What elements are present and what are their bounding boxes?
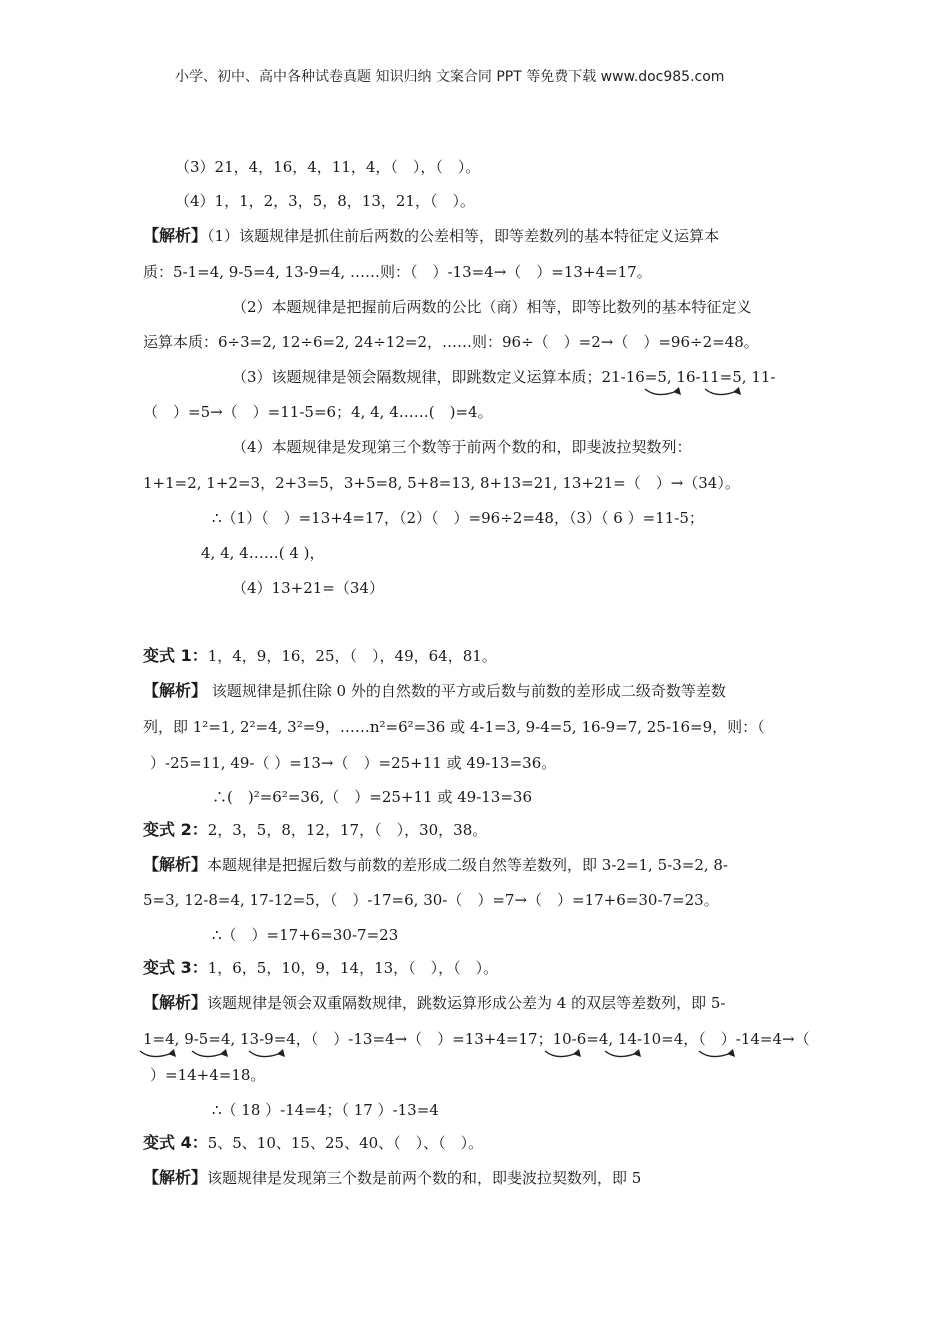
variant-1-analysis-line-2: 列，即 1²=1, 2²=4, 3²=9，……n²=6²=36 或 4-1=3, 9-4=5, 16-9=7, 25-16=9，则：（ [143, 718, 765, 736]
question-3-line: （3）21，4，16，4，11，4，（ ），（ ）。 [175, 158, 481, 176]
summary-line-2: 4, 4, 4……( 4 )， [201, 544, 325, 562]
analysis-label: 【解析】 [143, 1168, 208, 1187]
analysis-3-line-1: （3）该题规律是领会隔数规律，即跳数定义运算本质；21-16=5, 16-11=5, 11- [232, 368, 776, 386]
jump-arrow [643, 385, 683, 401]
variant-4-question: 变式 4：5、5、10、15、25、40、（ ）、（ ）。 [143, 1133, 484, 1152]
variant-2-analysis-line-1: 【解析】本题规律是把握后数与前数的差形成二级自然等差数列，即 3-2=1, 5-3=2, 8- [143, 855, 729, 874]
variant-1-analysis-line-3: ）-25=11, 49-（ ）=13→（ ）=25+11 或 49-13=36。 [150, 754, 557, 772]
analysis-label: 【解析】 [143, 681, 208, 700]
variant-label: 变式 3： [143, 958, 208, 977]
summary-line-1: ∴（1）（ ）=13+4=17，（2）（ ）=96÷2=48，（3）（ 6 ）=11-5； [212, 509, 704, 527]
analysis-label: 【解析】 [143, 993, 208, 1012]
variant-3-question: 变式 3：1，6，5，10，9，14，13，（ ），（ ）。 [143, 958, 499, 977]
variant-3-summary: ∴（ 18 ）-14=4；（ 17 ）-13=4 [212, 1101, 439, 1119]
analysis-4-line-2: 1+1=2, 1+2=3，2+3=5，3+5=8, 5+8=13, 8+13=21, 13+21=（ ）→（34）。 [143, 474, 740, 492]
jump-arrow [247, 1047, 287, 1063]
analysis-2-line-2: 运算本质：6÷3=2, 12÷6=2, 24÷12=2，……则：96÷（ ）=2→（ ）=96÷2=48。 [143, 333, 759, 351]
analysis-1-line-2: 质：5-1=4, 9-5=4, 13-9=4, ……则：（ ）-13=4→（ ）=13+4=17。 [143, 263, 652, 281]
analysis-1-line-1: 【解析】（1）该题规律是抓住前后两数的公差相等，即等差数列的基本特征定义运算本 [143, 226, 720, 245]
summary-line-3: （4）13+21=（34） [232, 579, 384, 597]
variant-1-question: 变式 1：1，4，9，16，25，（ ），49，64，81。 [143, 646, 497, 665]
variant-1-analysis-line-1: 【解析】 该题规律是抓住除 0 外的自然数的平方或后数与前数的差形成二级奇数等差数 [143, 681, 726, 700]
question-4-line: （4）1，1，2，3，5，8，13，21，（ ）。 [175, 192, 475, 210]
variant-3-analysis-line-1: 【解析】该题规律是领会双重隔数规律，跳数运算形成公差为 4 的双层等差数列，即 5- [143, 993, 726, 1012]
variant-1-summary: ∴( )²=6²=36,（ ）=25+11 或 49-13=36 [212, 788, 533, 806]
variant-label: 变式 4： [143, 1133, 208, 1152]
jump-arrow [190, 1047, 230, 1063]
analysis-4-line-1: （4）本题规律是发现第三个数等于前两个数的和，即斐波拉契数列： [232, 438, 692, 456]
variant-2-analysis-line-2: 5=3, 12-8=4, 17-12=5，（ ）-17=6, 30-（ ）=7→（ ）=17+6=30-7=23。 [143, 891, 719, 909]
variant-4-analysis-line-1: 【解析】该题规律是发现第三个数是前两个数的和，即斐波拉契数列，即 5 [143, 1168, 642, 1187]
jump-arrow [697, 1047, 737, 1063]
page-header: 小学、初中、高中各种试卷真题 知识归纳 文案合同 PPT 等免费下载 www.doc985.com [175, 69, 725, 85]
analysis-label: 【解析】 [143, 226, 208, 245]
variant-3-analysis-line-2: 1=4, 9-5=4, 13-9=4，（ ）-13=4→（ ）=13+4=17；10-6=4, 14-10=4，（ ）-14=4→（ [143, 1030, 810, 1048]
analysis-label: 【解析】 [143, 855, 208, 874]
variant-3-analysis-line-3: ）=14+4=18。 [150, 1066, 266, 1084]
variant-label: 变式 2： [143, 820, 208, 839]
variant-2-summary: ∴（ ）=17+6=30-7=23 [212, 926, 399, 944]
analysis-2-line-1: （2）本题规律是把握前后两数的公比（商）相等，即等比数列的基本特征定义 [232, 298, 752, 316]
jump-arrow [138, 1047, 178, 1063]
jump-arrow [603, 1047, 643, 1063]
jump-arrow [703, 385, 743, 401]
analysis-3-line-2: （ ）=5→（ ）=11-5=6；4, 4, 4……( )=4。 [143, 403, 493, 421]
jump-arrow [543, 1047, 583, 1063]
variant-label: 变式 1： [143, 646, 208, 665]
variant-2-question: 变式 2：2，3，5，8，12，17，（ ），30，38。 [143, 820, 488, 839]
